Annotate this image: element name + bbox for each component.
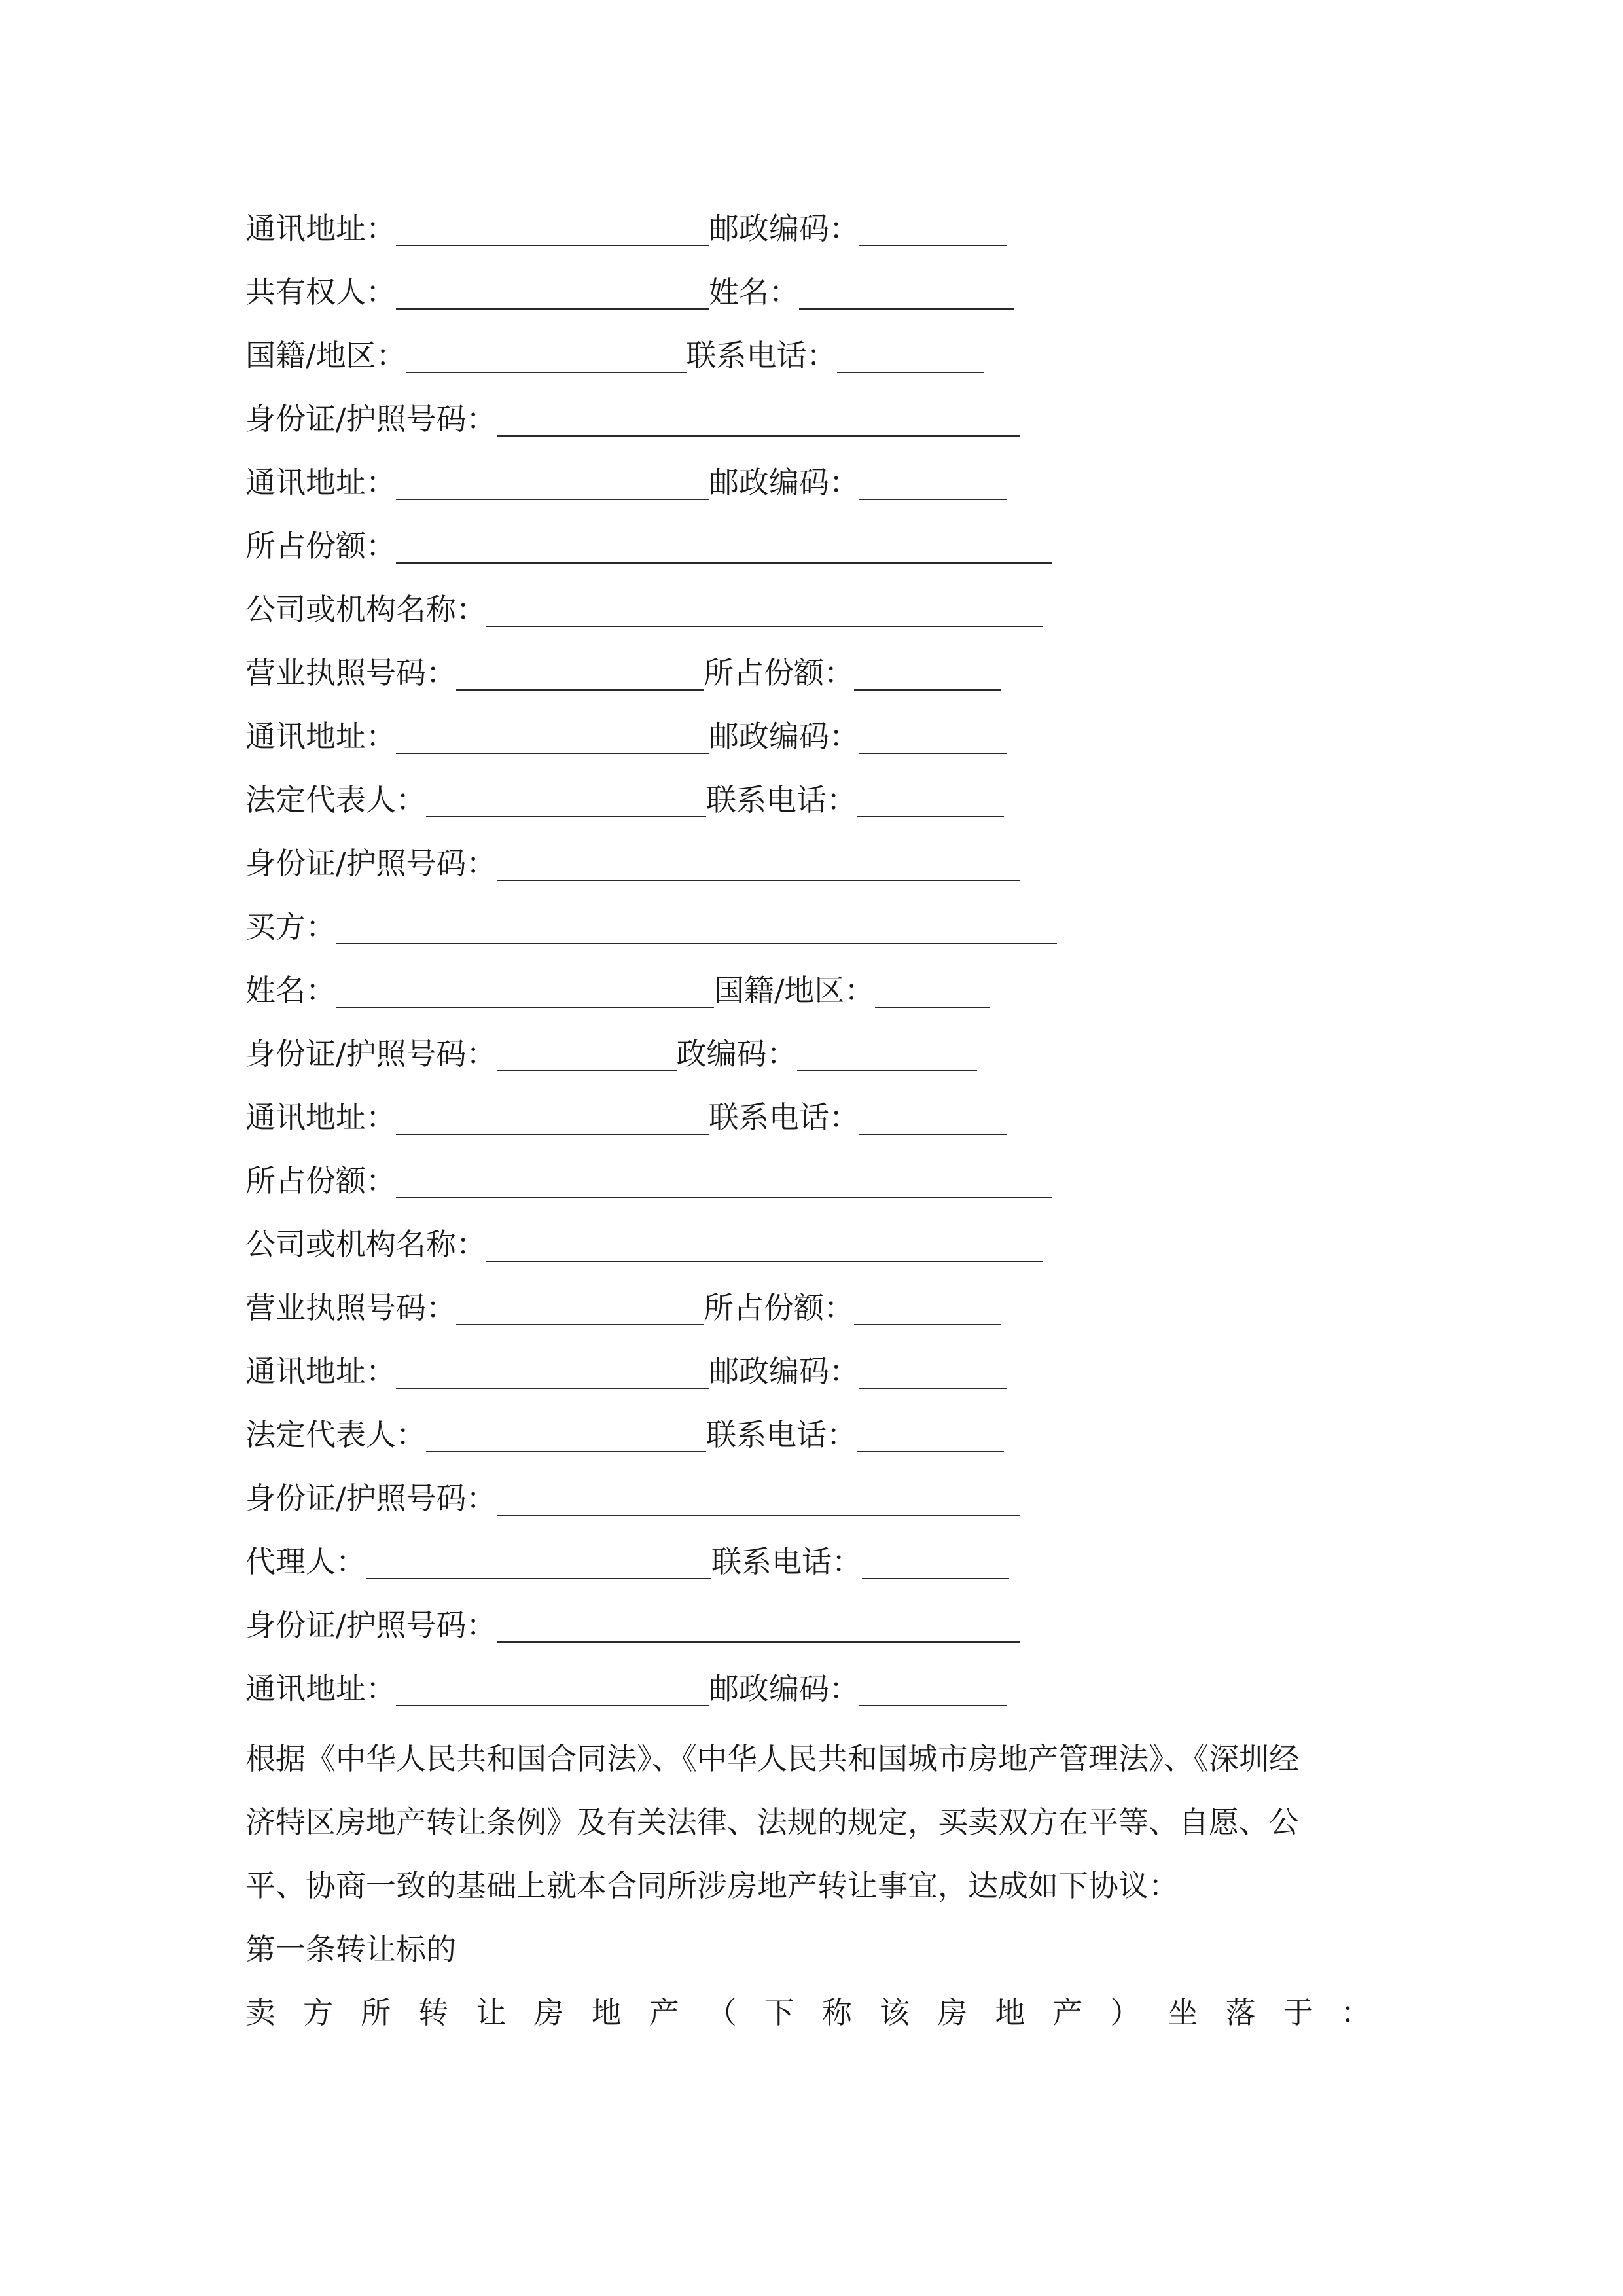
article-char: 房: [937, 1995, 968, 2030]
fill-blank[interactable]: [486, 626, 1043, 627]
form-row: [245, 1403, 1004, 1455]
fill-blank[interactable]: [859, 1705, 1007, 1706]
article-title: 第一条转让标的: [245, 1931, 456, 1967]
form-row: [245, 1657, 1007, 1709]
form-row: [245, 1339, 1007, 1391]
fill-blank[interactable]: [396, 1134, 709, 1135]
article-char: （: [706, 1995, 737, 2030]
field-label: 公司或机构名称：: [245, 1227, 486, 1262]
fill-blank[interactable]: [396, 1197, 1052, 1198]
field-label: 身份证/护照号码：: [245, 1607, 497, 1643]
article-char: 下: [764, 1995, 794, 2030]
fill-blank[interactable]: [859, 1388, 1007, 1389]
fill-blank[interactable]: [859, 753, 1007, 754]
fill-blank[interactable]: [396, 499, 709, 500]
field-label: 通讯地址：: [245, 1100, 396, 1135]
form-row: [245, 577, 1043, 630]
field-label: 国籍/地区：: [714, 973, 875, 1008]
preamble-line: 济特区房地产转让条例》及有关法律、法规的规定，买卖双方在平等、自愿、公: [245, 1804, 1299, 1840]
form-row: [245, 831, 1020, 884]
field-label: 身份证/护照号码：: [245, 1480, 497, 1516]
field-label: 政编码：: [676, 1036, 797, 1071]
form-row: [245, 514, 1052, 566]
fill-blank[interactable]: [799, 308, 1014, 310]
field-label: 邮政编码：: [709, 1354, 859, 1389]
field-label: 所占份额：: [704, 1290, 854, 1325]
article-char: 称: [821, 1995, 852, 2030]
fill-blank[interactable]: [837, 372, 984, 373]
fill-blank[interactable]: [396, 1705, 709, 1706]
fill-blank[interactable]: [426, 1451, 706, 1452]
fill-blank[interactable]: [497, 1641, 1020, 1643]
fill-blank[interactable]: [396, 308, 709, 310]
field-label: 邮政编码：: [709, 719, 859, 754]
article-char: 产: [1052, 1995, 1083, 2030]
form-row: [245, 1466, 1020, 1518]
form-row: [245, 958, 990, 1011]
fill-blank[interactable]: [336, 943, 1057, 944]
field-label: 姓名：: [709, 274, 799, 310]
article-char: ：: [1340, 1995, 1371, 2030]
form-row: [245, 196, 1007, 249]
field-label: 邮政编码：: [709, 1671, 859, 1706]
field-label: 买方：: [245, 909, 336, 944]
article-char: 产: [649, 1995, 679, 2030]
preamble-line: 平、协商一致的基础上就本合同所涉房地产转让事宜，达成如下协议：: [245, 1868, 1179, 1903]
fill-blank[interactable]: [366, 1578, 711, 1579]
field-label: 所占份额：: [245, 528, 396, 564]
field-label: 通讯地址：: [245, 719, 396, 754]
field-label: 通讯地址：: [245, 1671, 396, 1706]
fill-blank[interactable]: [859, 245, 1007, 246]
article-char: ）: [1110, 1995, 1141, 2030]
form-row: [245, 641, 1001, 693]
field-label: 公司或机构名称：: [245, 592, 486, 627]
fill-blank[interactable]: [862, 1578, 1009, 1579]
article-char: 所: [361, 1995, 391, 2030]
form-row: [245, 1530, 1009, 1582]
field-label: 通讯地址：: [245, 1354, 396, 1389]
fill-blank[interactable]: [486, 1261, 1043, 1262]
field-label: 代理人：: [245, 1544, 366, 1579]
fill-blank[interactable]: [406, 372, 687, 373]
field-label: 身份证/护照号码：: [245, 1036, 497, 1071]
article-char: 于: [1283, 1995, 1313, 2030]
fill-blank[interactable]: [497, 1515, 1020, 1516]
fill-blank[interactable]: [854, 689, 1001, 691]
field-label: 联系电话：: [686, 338, 837, 373]
form-row: [245, 1149, 1052, 1201]
fill-blank[interactable]: [854, 1324, 1001, 1325]
field-label: 联系电话：: [706, 1417, 857, 1452]
fill-blank[interactable]: [396, 1388, 709, 1389]
form-row: [245, 450, 1007, 503]
form-row: [245, 1085, 1007, 1138]
fill-blank[interactable]: [396, 245, 709, 246]
form-row: [245, 260, 1014, 312]
form-row: [245, 1276, 1001, 1328]
form-row: [245, 768, 1004, 820]
fill-blank[interactable]: [396, 562, 1052, 564]
fill-blank[interactable]: [857, 816, 1004, 817]
field-label: 邮政编码：: [709, 465, 859, 500]
field-label: 联系电话：: [711, 1544, 862, 1579]
field-label: 法定代表人：: [245, 1417, 426, 1452]
field-label: 共有权人：: [245, 274, 396, 310]
field-label: 营业执照号码：: [245, 1290, 456, 1325]
field-label: 国籍/地区：: [245, 338, 406, 373]
fill-blank[interactable]: [859, 1134, 1007, 1135]
article-line: [245, 1995, 1371, 2030]
form-row: [245, 387, 1020, 439]
form-row: [245, 323, 984, 376]
fill-blank[interactable]: [336, 1007, 714, 1008]
fill-blank[interactable]: [857, 1451, 1004, 1452]
article-char: 该: [880, 1995, 910, 2030]
form-row: [245, 1593, 1020, 1645]
form-row: [245, 1022, 977, 1074]
form-row: [245, 895, 1057, 947]
article-char: 方: [303, 1995, 334, 2030]
field-label: 姓名：: [245, 973, 336, 1008]
article-char: 房: [533, 1995, 564, 2030]
fill-blank[interactable]: [875, 1007, 990, 1008]
preamble-line: 根据《中华人民共和国合同法》、《中华人民共和国城市房地产管理法》、《深圳经: [245, 1741, 1299, 1776]
field-label: 身份证/护照号码：: [245, 401, 497, 437]
article-char: 转: [418, 1995, 449, 2030]
fill-blank[interactable]: [797, 1070, 977, 1071]
article-char: 卖: [245, 1995, 276, 2030]
article-char: 地: [591, 1995, 622, 2030]
field-label: 通讯地址：: [245, 465, 396, 500]
field-label: 身份证/护照号码：: [245, 846, 497, 881]
form-row: [245, 1212, 1043, 1265]
fill-blank[interactable]: [497, 435, 1020, 437]
article-char: 坐: [1168, 1995, 1198, 2030]
field-label: 邮政编码：: [709, 211, 859, 246]
fill-blank[interactable]: [859, 499, 1007, 500]
form-row: [245, 704, 1007, 757]
article-char: 落: [1225, 1995, 1256, 2030]
fill-blank[interactable]: [396, 753, 709, 754]
article-char: 地: [995, 1995, 1026, 2030]
field-label: 联系电话：: [706, 782, 857, 817]
fill-blank[interactable]: [497, 880, 1020, 881]
field-label: 联系电话：: [709, 1100, 859, 1135]
field-label: 法定代表人：: [245, 782, 426, 817]
fill-blank[interactable]: [456, 689, 704, 691]
fill-blank[interactable]: [426, 816, 706, 817]
fill-blank[interactable]: [456, 1324, 704, 1325]
article-char: 让: [476, 1995, 507, 2030]
field-label: 通讯地址：: [245, 211, 396, 246]
fill-blank[interactable]: [497, 1070, 677, 1071]
field-label: 所占份额：: [704, 655, 854, 691]
field-label: 营业执照号码：: [245, 655, 456, 691]
field-label: 所占份额：: [245, 1163, 396, 1198]
